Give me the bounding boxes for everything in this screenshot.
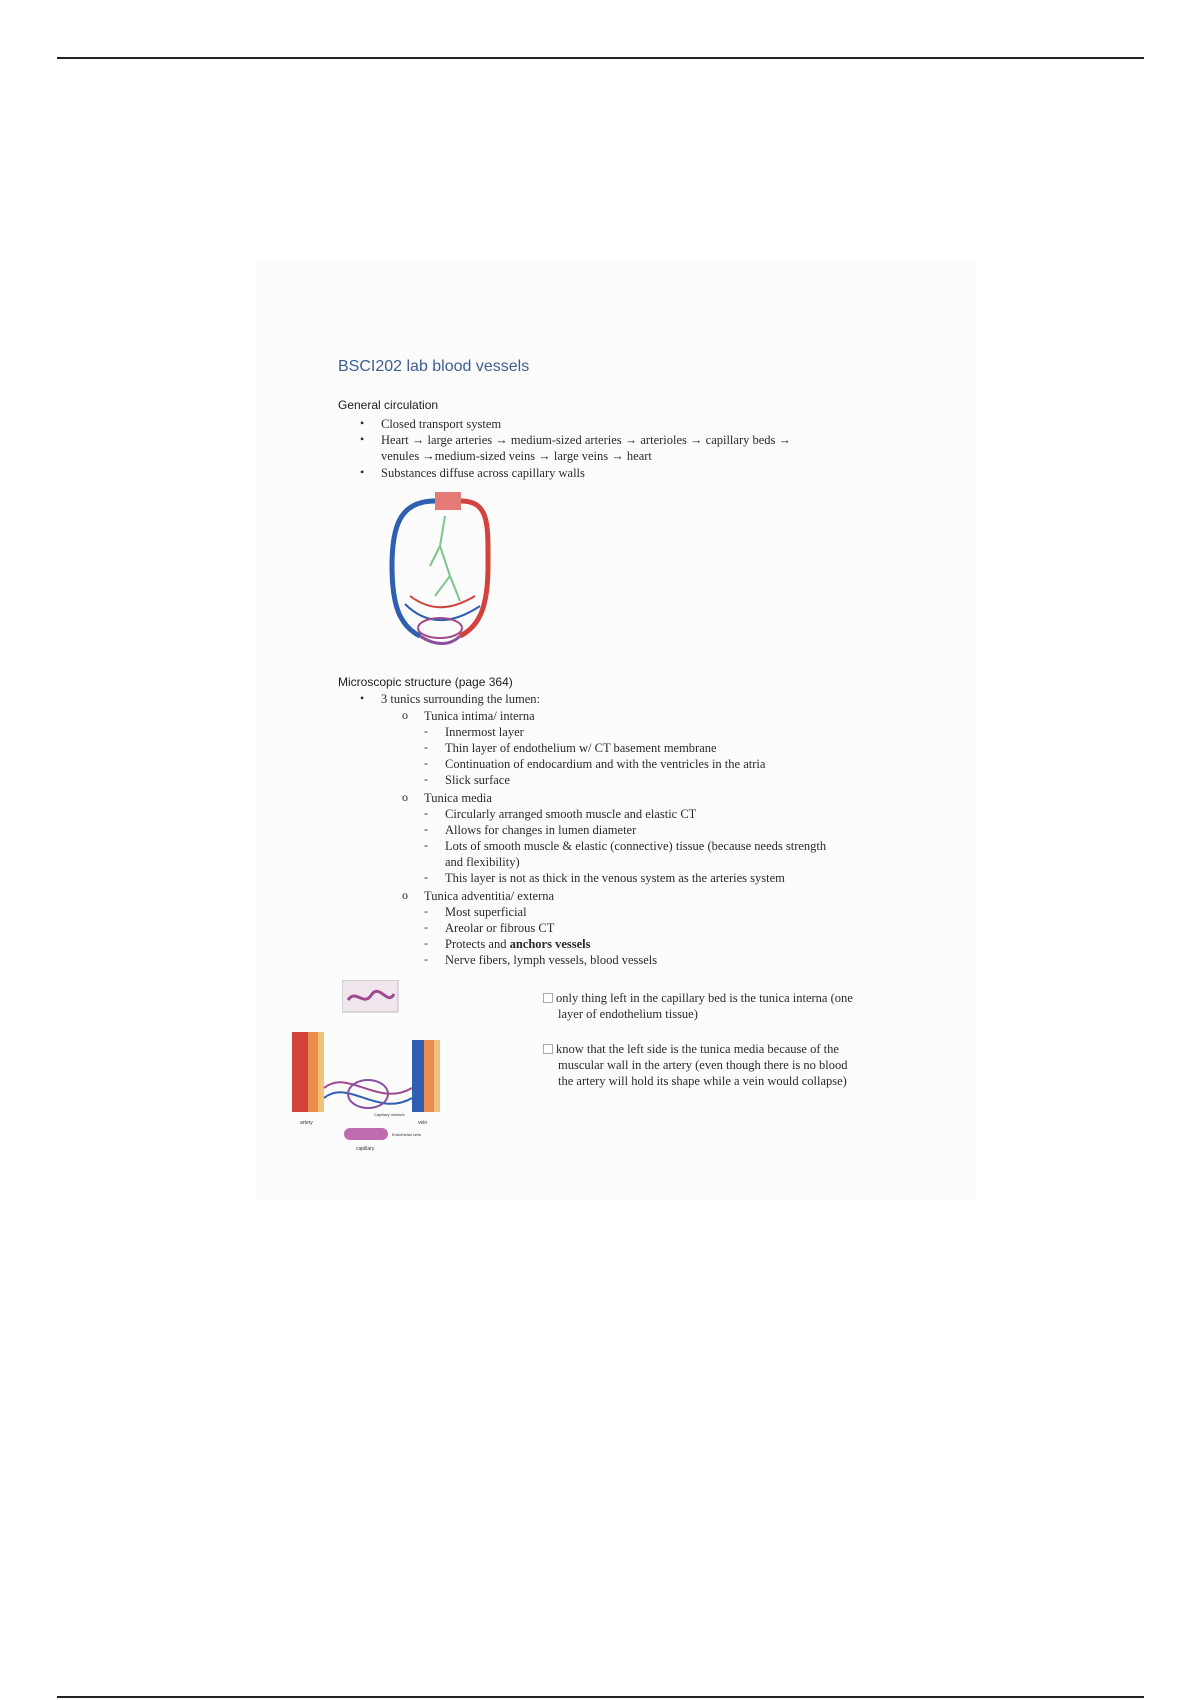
adventitia-point-1: Most superficial <box>445 905 527 919</box>
microscopic-heading: Microscopic structure (page 364) <box>338 675 513 689</box>
page-title: BSCI202 lab blood vessels <box>338 358 530 375</box>
intima-point-4: Slick surface <box>445 773 510 787</box>
sub-bullet: o <box>402 708 408 722</box>
media-point-3-cont: and flexibility) <box>445 855 520 869</box>
note-checkbox-icon <box>543 1044 553 1054</box>
media-point-4: This layer is not as thick in the venous system as the arteries system <box>445 871 785 885</box>
media-point-1: Circularly arranged smooth muscle and elastic CT <box>445 807 697 821</box>
dash: - <box>424 936 428 950</box>
general-circulation-heading: General circulation <box>338 398 439 412</box>
sub-bullet: o <box>402 888 408 902</box>
intima-point-3: Continuation of endocardium and with the ventricles in the atria <box>445 757 766 771</box>
dash: - <box>424 740 428 754</box>
capillary-network-label: Capillary network <box>374 1112 405 1117</box>
capillary-tube-shape <box>344 1128 388 1140</box>
general-bullet-1: Closed transport system <box>381 417 502 431</box>
intima-point-2: Thin layer of endothelium w/ CT basement membrane <box>445 741 717 755</box>
circulation-diagram <box>380 486 530 656</box>
note-2-line-3: the artery will hold its shape while a vein would collapse) <box>558 1074 847 1088</box>
adventitia-point-3 <box>445 936 590 952</box>
dash: - <box>424 772 428 786</box>
artery-label: artery <box>300 1120 313 1126</box>
adventitia-bold-fragment: anchors vessels <box>509 937 591 951</box>
dash: - <box>424 952 428 966</box>
bullet-dot: • <box>360 465 365 479</box>
dash: - <box>424 822 428 836</box>
heart-box <box>435 492 461 510</box>
dash: - <box>424 920 428 934</box>
note-1-line-2: layer of endothelium tissue) <box>558 1007 698 1021</box>
microscopic-intro: 3 tunics surrounding the lumen: <box>381 692 541 706</box>
note-2-line-1: know that the left side is the tunica media because of the <box>556 1042 839 1056</box>
general-bullet-2-cont: venules →medium-sized veins → large veins → heart <box>381 449 652 463</box>
adventitia-point-4: Nerve fibers, lymph vessels, blood vessels <box>445 953 658 967</box>
general-bullet-3: Substances diffuse across capillary walls <box>381 466 585 480</box>
bullet-dot: • <box>360 432 365 446</box>
bullet-dot: • <box>360 691 365 705</box>
vein-label: vein <box>418 1120 428 1126</box>
media-point-2: Allows for changes in lumen diameter <box>445 823 637 837</box>
sub-bullet: o <box>402 790 408 804</box>
endothelial-label: Endothelial cells <box>392 1132 421 1137</box>
adventitia-point-3-text: Protects and <box>445 937 510 951</box>
vessel-wall-diagram <box>288 1028 458 1153</box>
intima-point-1: Innermost layer <box>445 725 524 739</box>
note-checkbox-icon <box>543 993 553 1003</box>
dash: - <box>424 838 428 852</box>
dash: - <box>424 870 428 884</box>
tunica-media-title: Tunica media <box>424 791 492 805</box>
adventitia-point-2: Areolar or fibrous CT <box>445 921 555 935</box>
dash: - <box>424 806 428 820</box>
capillary-label: capillary <box>356 1146 375 1152</box>
dash: - <box>424 904 428 918</box>
tunica-intima-title: Tunica intima/ interna <box>424 709 535 723</box>
media-point-3: Lots of smooth muscle & elastic (connective) tissue (because needs strength <box>445 839 827 853</box>
bullet-dot: • <box>360 416 365 430</box>
general-bullet-2: Heart → large arteries → medium-sized arteries → arterioles → capillary beds → <box>381 433 792 447</box>
bottom-rule <box>57 1696 1144 1698</box>
tunica-adventitia-title: Tunica adventitia/ externa <box>424 889 555 903</box>
dash: - <box>424 756 428 770</box>
capillary-micrograph <box>342 980 402 1020</box>
top-rule <box>57 57 1144 59</box>
note-1-line-1: only thing left in the capillary bed is the tunica interna (one <box>556 991 853 1005</box>
note-2-line-2: muscular wall in the artery (even though there is no blood <box>558 1058 848 1072</box>
dash: - <box>424 724 428 738</box>
